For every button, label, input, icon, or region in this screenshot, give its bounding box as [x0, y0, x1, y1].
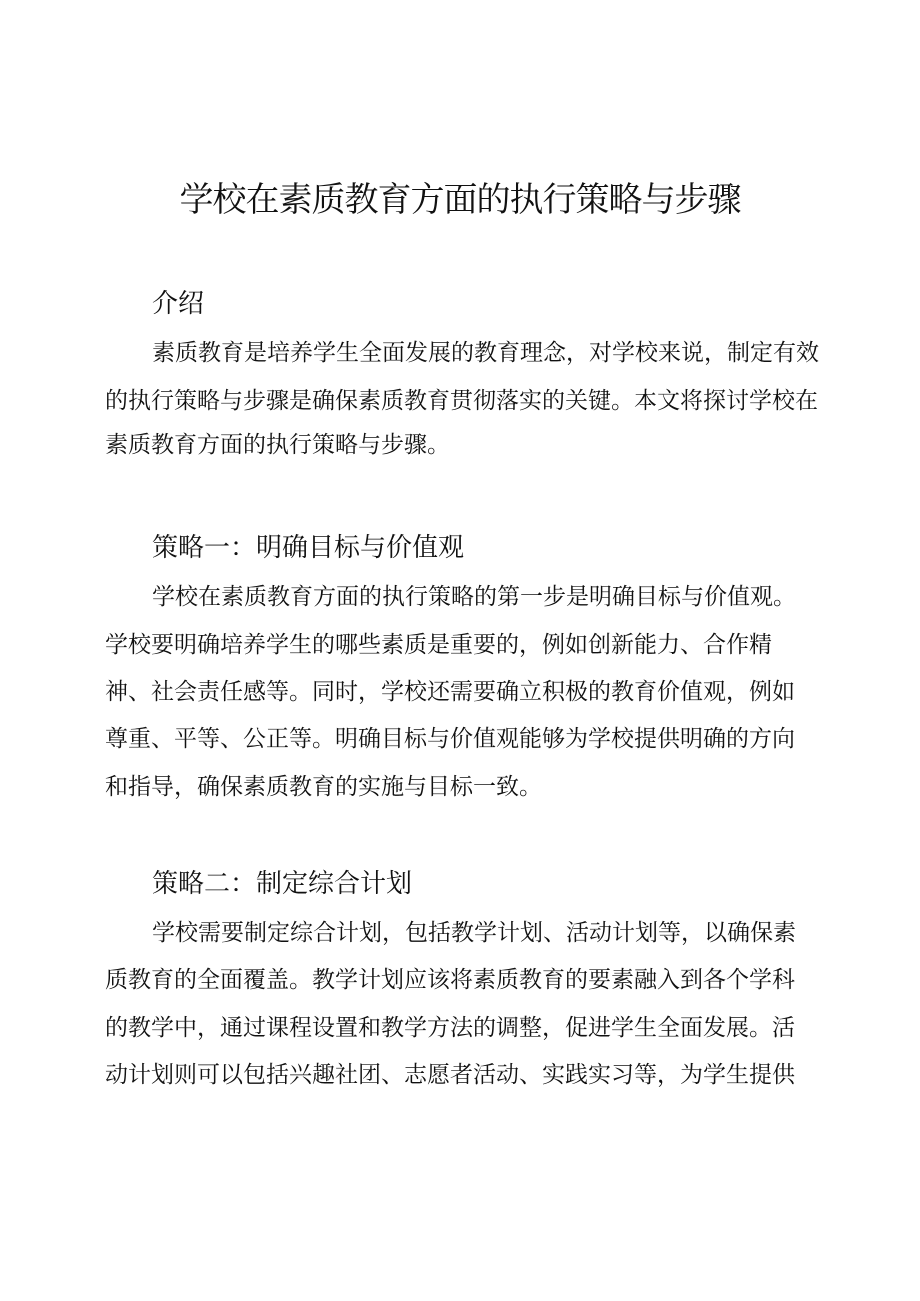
- paragraph-line: 动计划则可以包括兴趣社团、志愿者活动、实践实习等，为学生提供: [105, 1062, 795, 1088]
- paragraph-line: 素质教育是培养学生全面发展的教育理念，对学校来说，制定有效: [152, 340, 819, 366]
- document-title: 学校在素质教育方面的执行策略与步骤: [179, 180, 741, 220]
- paragraph-line: 质教育的全面覆盖。教学计划应该将素质教育的要素融入到各个学科: [105, 967, 795, 993]
- paragraph-line: 的执行策略与步骤是确保素质教育贯彻落实的关键。本文将探讨学校在: [105, 388, 818, 414]
- paragraph-line: 神、社会责任感等。同时，学校还需要确立积极的教育价值观，例如: [105, 679, 795, 705]
- paragraph-line: 学校要明确培养学生的哪些素质是重要的，例如创新能力、合作精: [105, 632, 772, 658]
- section-heading-intro: 介绍: [152, 289, 205, 319]
- paragraph-line: 和指导，确保素质教育的实施与目标一致。: [105, 774, 542, 800]
- paragraph-line: 素质教育方面的执行策略与步骤。: [105, 432, 450, 458]
- paragraph-line: 尊重、平等、公正等。明确目标与价值观能够为学校提供明确的方向: [105, 726, 795, 752]
- section-heading-strategy-1: 策略一：明确目标与价值观: [152, 533, 465, 563]
- section-heading-strategy-2: 策略二：制定综合计划: [152, 869, 413, 899]
- paragraph-line: 学校需要制定综合计划，包括教学计划、活动计划等，以确保素: [152, 920, 796, 946]
- paragraph-line: 学校在素质教育方面的执行策略的第一步是明确目标与价值观。: [152, 584, 796, 610]
- paragraph-line: 的教学中，通过课程设置和教学方法的调整，促进学生全面发展。活: [105, 1015, 795, 1041]
